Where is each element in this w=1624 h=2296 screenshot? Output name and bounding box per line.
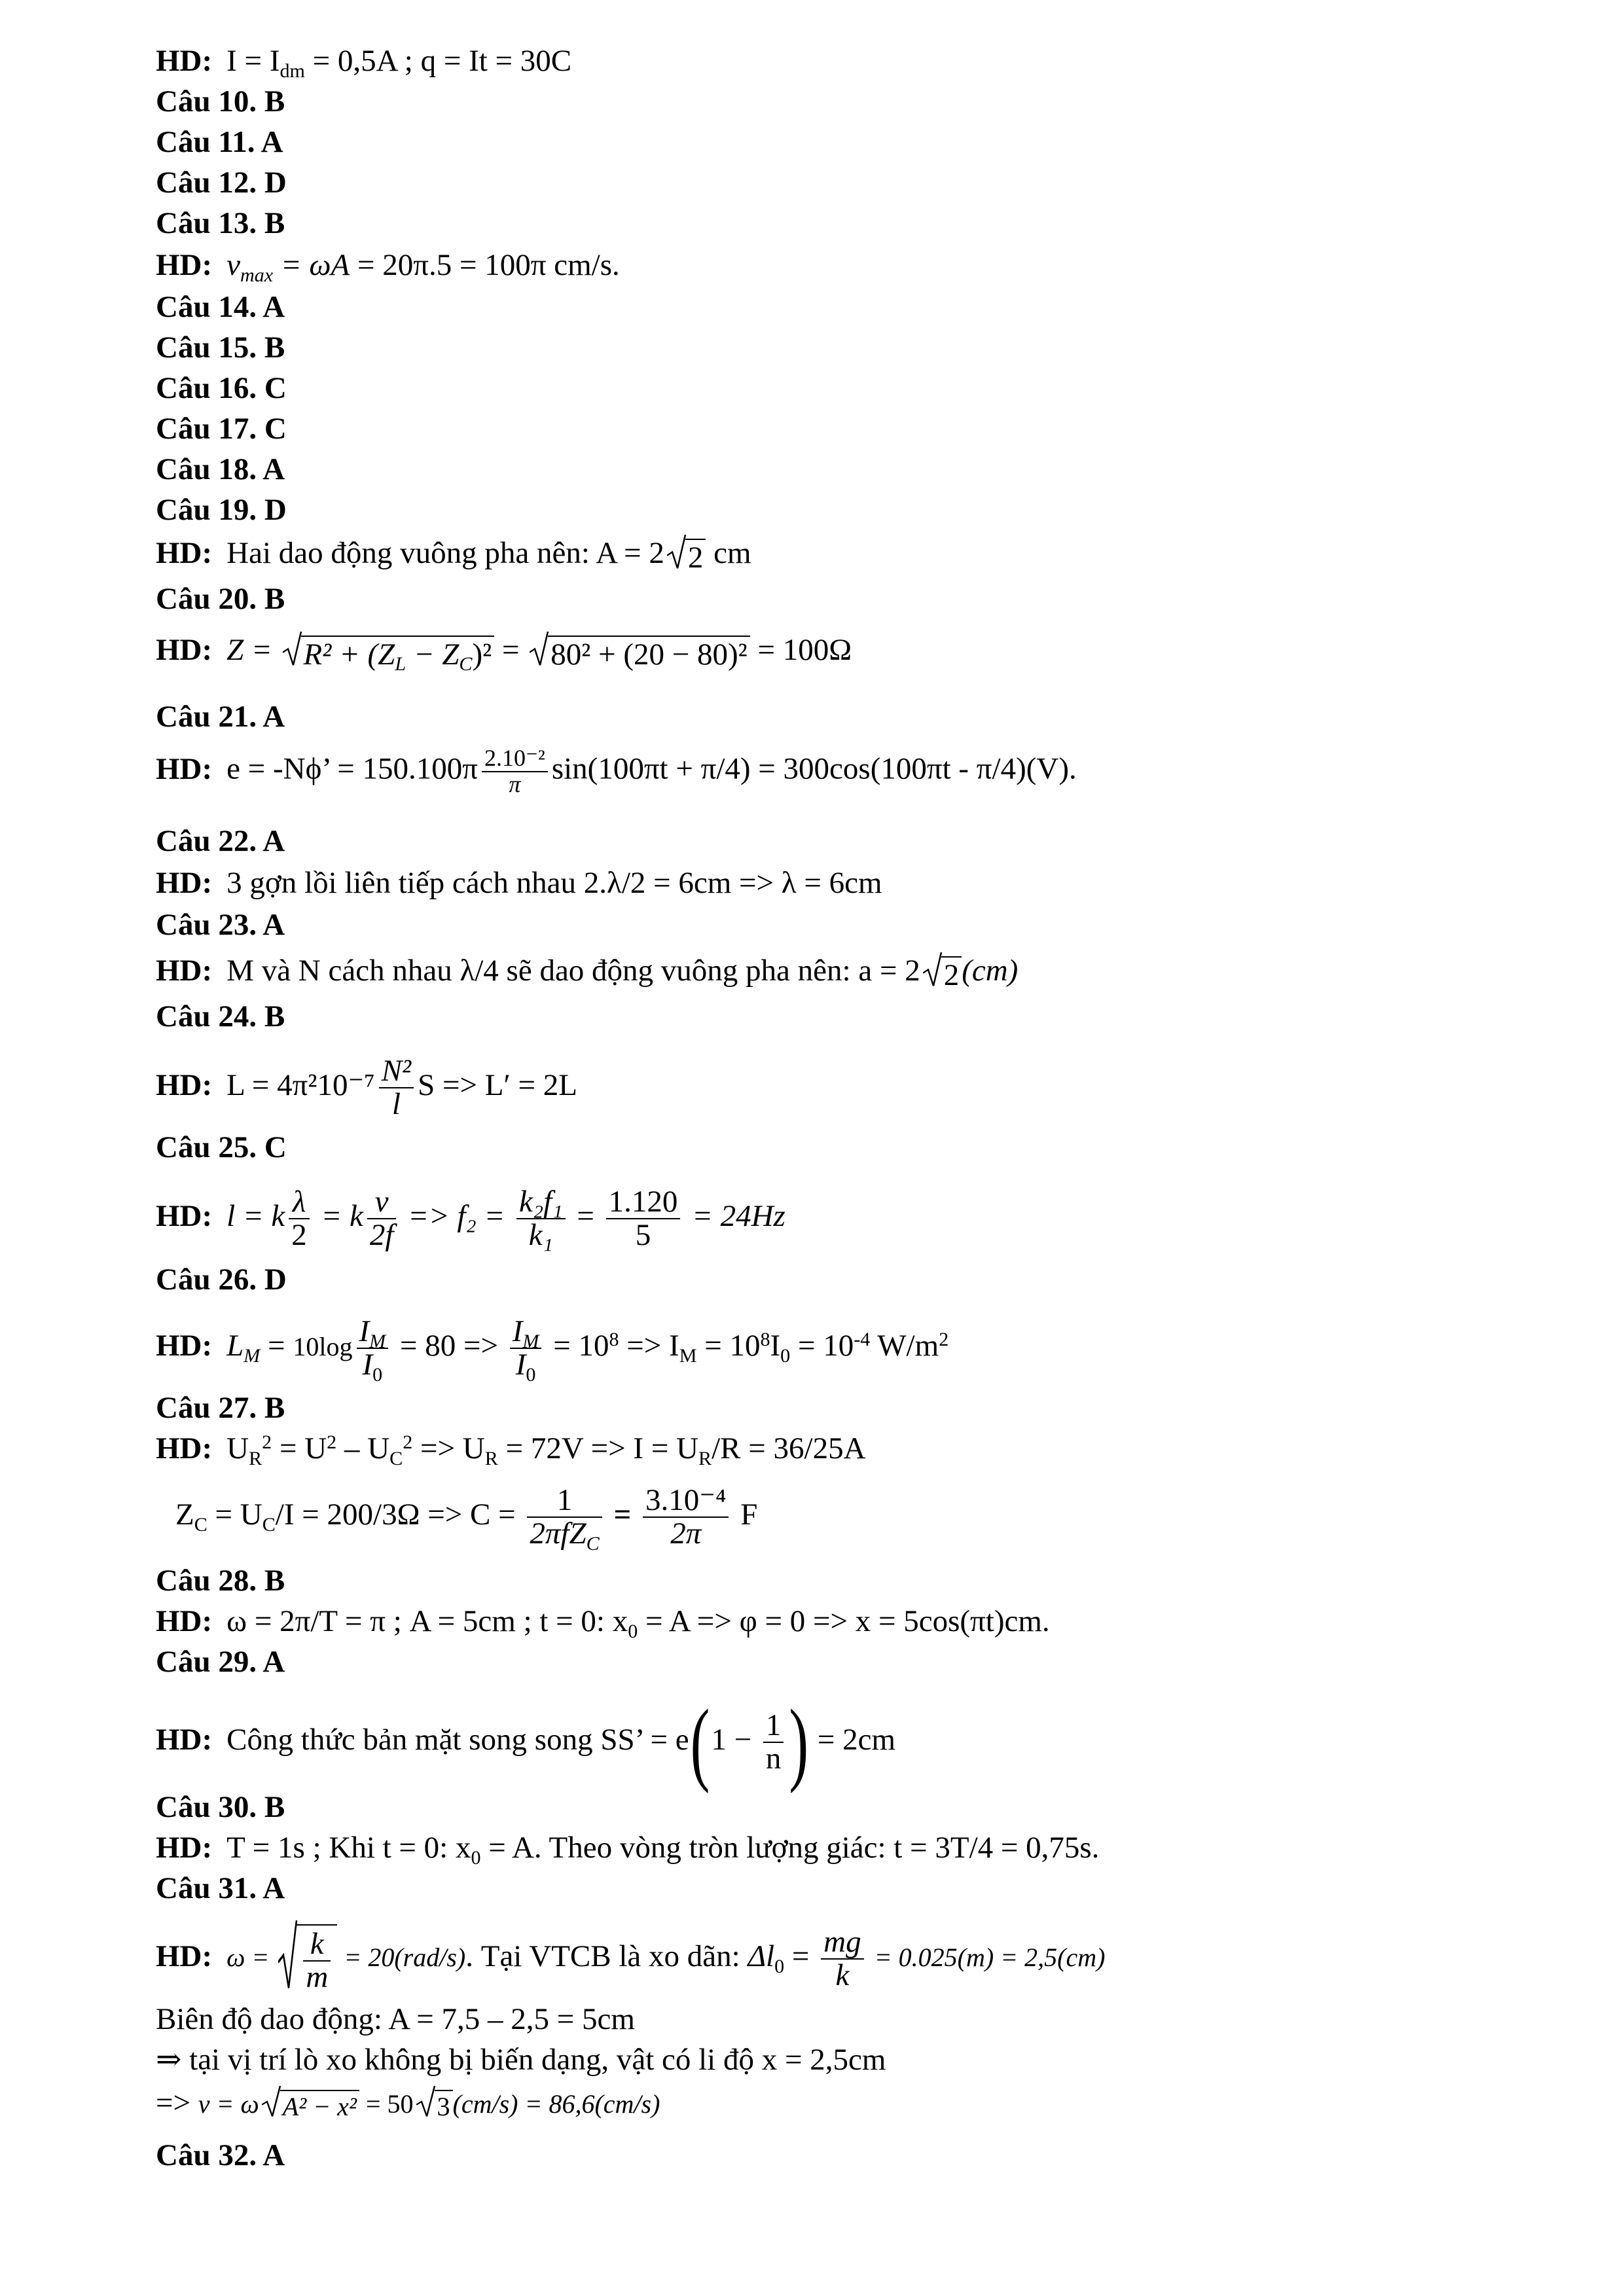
fraction: $\frac{\text{k₂f₁}}{\text{k₁}}$ xyxy=(516,1186,566,1252)
fraction: $\frac{I_M}{I_0}$ xyxy=(357,1316,389,1382)
hint-line-30: HD: T = 1s ; Khi t = 0: $x_0 = A$. Theo vòng tròn lượng giác: t = 3T/4 = 0,75s. xyxy=(156,1831,1100,1869)
hint-line-26: HD: $L_M = 10\log$ $\frac{I_M}{I_0}$ = 80 => $\frac{I_M}{I_0}$ = $10^8 => I_M = 10^8I_0 = 10^{-4}$ $W/m^2$ xyxy=(156,1314,949,1386)
question-28: Câu 28. B xyxy=(156,1564,285,1598)
sqrt-symbol: 3 xyxy=(416,2090,453,2121)
question-23: Câu 23. A xyxy=(156,908,285,942)
fraction: $\frac{\text{3.10⁻⁴}}{2\pi}$ xyxy=(643,1484,729,1551)
hint-line-21: HD: e = -Nϕ’ = 150.100π $\frac{\text{2.10⁻²}}{\pi}$ sin(100πt + π/4) = 300cos(100πt - π/4)(V). xyxy=(156,745,1077,797)
question-22: Câu 22. A xyxy=(156,824,285,858)
question-15: Câu 15. B xyxy=(156,331,285,365)
question-31: Câu 31. A xyxy=(156,1871,285,1905)
hint-line-23: HD: M và N cách nhau λ/4 sẽ dao động vuông pha nên: a = 2 2(cm) xyxy=(156,956,1018,991)
sqrt-symbol xyxy=(278,1924,337,1994)
hint-line-25: HD: l = k $\frac{\lambda}{2}$ = k $\frac{v}{2f}$ => f₂ = $\frac{\text{k₂f₁}}{\text{k₁}}$ = $\frac{1.120}{5}$ = 24Hz xyxy=(156,1185,785,1253)
hint-line-13: HD: $v_{max} = \omega A = 20\pi.5 = 100\pi$ cm/s. xyxy=(156,248,620,286)
sqrt-symbol: A² − x² xyxy=(262,2090,359,2121)
question-18: Câu 18. A xyxy=(156,452,285,486)
open-paren: ( xyxy=(690,1690,710,1795)
fraction: $\frac{k}{m}$ xyxy=(303,1928,331,1994)
fraction: $\frac{1}{n}$ xyxy=(763,1710,784,1776)
fraction: $\frac{mg}{k}$ xyxy=(821,1926,863,1992)
question-32: Câu 32. A xyxy=(156,2138,285,2172)
fraction: $\frac{\text{2.10⁻²}}{\pi}$ xyxy=(482,746,548,797)
hint-line-20: HD: Z = $R^2 + (Z_L - Z_C)^2$ = 80² + (20 − 80)² = 100Ω xyxy=(156,635,852,670)
sqrt-symbol: $R^2 + (Z_L - Z_C)^2$ xyxy=(283,636,495,670)
fraction: $\frac{\text{N²}}{l}$ xyxy=(379,1055,414,1121)
sqrt-symbol: 2 xyxy=(667,539,706,573)
fraction: $\frac{I_M}{I_0}$ xyxy=(510,1316,542,1382)
hint-line-22: HD: 3 gợn lồi liên tiếp cách nhau 2.λ/2 = 6cm => λ = 6cm xyxy=(156,866,882,900)
question-13: Câu 13. B xyxy=(156,206,285,240)
question-19: Câu 19. D xyxy=(156,493,287,527)
hint-label: HD: xyxy=(156,44,213,78)
question-24: Câu 24. B xyxy=(156,999,285,1033)
question-27: Câu 27. B xyxy=(156,1391,285,1425)
hint-line-27a: HD: $U_R^2 = U^2 - U_C^2 => U_R = 72V => I = U_R/R = 36/25A$ xyxy=(156,1430,866,1469)
question-17: Câu 17. C xyxy=(156,412,287,446)
sqrt-symbol: 80² + (20 − 80)² xyxy=(530,636,750,670)
question-29: Câu 29. A xyxy=(156,1645,285,1679)
hint-line-9: HD: $I = I_{dm} = 0,5A$ ; q = It = 30C xyxy=(156,44,572,82)
question-12: Câu 12. D xyxy=(156,166,287,200)
hint-line-28: HD: ω = 2π/T = π ; A = 5cm ; t = 0: $x_0 = A => \varphi = 0 => x = 5\cos(\pi t)cm$. xyxy=(156,1604,1050,1642)
question-11: Câu 11. A xyxy=(156,125,283,159)
question-16: Câu 16. C xyxy=(156,371,287,405)
question-10: Câu 10. B xyxy=(156,84,285,118)
question-25: Câu 25. C xyxy=(156,1130,287,1164)
fraction: $\frac{1}{2\pi fZ_C}$ xyxy=(527,1484,602,1551)
fraction: $\frac{v}{2f}$ xyxy=(367,1186,397,1252)
hint-line-19: HD: Hai dao động vuông pha nên: A = 2 2 cm xyxy=(156,538,751,573)
hint-line-27b: $Z_C = U_C/I = 200/3\Omega => C$ = $\frac{1}{2\pi fZ_C}$ = $\frac{\text{3.10⁻⁴}}{2\pi}$ F xyxy=(175,1483,758,1554)
hint-line-24: HD: L = 4π²10⁻⁷ $\frac{\text{N²}}{l}$ S => L′ = 2L xyxy=(156,1054,577,1122)
close-paren: ) xyxy=(789,1690,809,1795)
position-line: ⇒ tại vị trí lò xo không bị biến dạng, vật có li độ x = 2,5cm xyxy=(156,2043,886,2077)
velocity-line: => v = ω A² − x² = 50 3 (cm/s) = 86,6(cm/s) xyxy=(156,2086,660,2122)
hint-line-31: HD: ω = $\frac{k}{m}$ = 20(rad/s). Tại VTCB là xo dãn: $\Delta l_0$ = $\frac{mg}{k}$ = 0.025(m) = 2,5(cm) xyxy=(156,1924,1105,1994)
question-21: Câu 21. A xyxy=(156,700,285,734)
fraction: $\frac{\lambda}{2}$ xyxy=(289,1186,310,1252)
fraction: $\frac{1.120}{5}$ xyxy=(606,1186,681,1252)
hint-line-29: HD: Công thức bản mặt song song SS’ = e(1 − $\frac{1}{n}$ ) = 2cm xyxy=(156,1690,896,1795)
question-30: Câu 30. B xyxy=(156,1790,285,1824)
amplitude-line: Biên độ dao động: A = 7,5 – 2,5 = 5cm xyxy=(156,2002,635,2036)
sqrt-symbol: 2 xyxy=(923,956,962,991)
question-14: Câu 14. A xyxy=(156,290,285,324)
question-20: Câu 20. B xyxy=(156,582,285,616)
question-26: Câu 26. D xyxy=(156,1263,287,1297)
